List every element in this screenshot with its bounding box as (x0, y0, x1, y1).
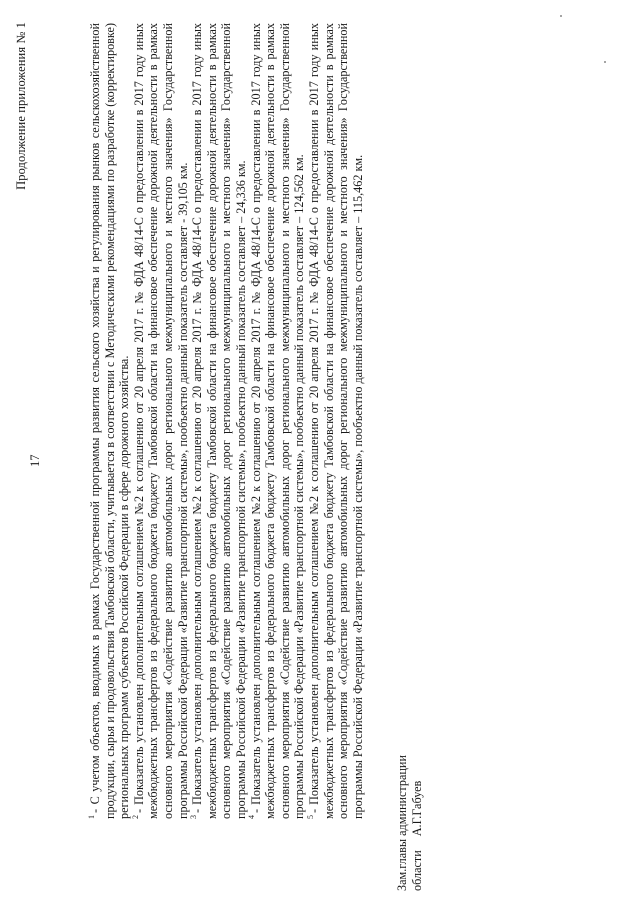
footnote-3 (190, 23, 248, 819)
footnote-2 (132, 23, 190, 819)
signatory-title: Зам.главы администрации (395, 755, 409, 891)
footnote-marker: 4 (247, 815, 257, 819)
page-number: 17 (28, 454, 42, 467)
footnote-text: - Показатель установлен дополнительным соглашением №2 к соглашению от 20 апреля 2017 г. № ФДА 48/14-С о предоставлении в 2017 году иных межбюджетных трансфертов из федерального бюджета бюджету Тамбовской области на финансовое обеспечение дорожной деятельности в рамках основного мероприятия «Содействие развитию автомобильных дорог регионального межмуниципального и местного значения» Государственной программы Российской Федерации «Развитие транспортной системы», пообъектно данный показатель составляет - 39,105 км. (131, 23, 190, 819)
footnote-text: - Показатель установлен дополнительным соглашением №2 к соглашению от 20 апреля 2017 г. № ФДА 48/14-С о предоставлении в 2017 году иных межбюджетных трансфертов из федерального бюджета бюджету Тамбовской области на финансовое обеспечение дорожной деятельности в рамках основного мероприятия «Содействие развитию автомобильных дорог регионального межмуниципального и местного значения» Государственной программы Российской Федерации «Развитие транспортной системы», пообъектно данный показатель составляет – 124,562 км. (248, 23, 307, 819)
footnote-text: - Показатель установлен дополнительным соглашением №2 к соглашению от 20 апреля 2017 г. № ФДА 48/14-С о предоставлении в 2017 году иных межбюджетных трансфертов из федерального бюджета бюджету Тамбовской области на финансовое обеспечение дорожной деятельности в рамках основного мероприятия «Содействие развитию автомобильных дорог регионального межмуниципального и местного значения» Государственной программы Российской Федерации «Развитие транспортной системы», пообъектно данный показатель составляет – 24,336 км. (190, 23, 248, 819)
footnote-text: - Показатель установлен дополнительным соглашением №2 к соглашению от 20 апреля 2017 г. № ФДА 48/14-С о предоставлении в 2017 году иных межбюджетных трансфертов из федерального бюджета бюджету Тамбовской области на финансовое обеспечение дорожной деятельности в рамках основного мероприятия «Содействие развитию автомобильных дорог регионального межмуниципального и местного значения» Государственной программы Российской Федерации «Развитие транспортной системы», пообъектно данный показатель составляет – 115,462 км. (306, 23, 365, 819)
footnote-marker: 2 (130, 815, 140, 819)
footnote-marker: 5 (305, 815, 315, 819)
footnote-4 (249, 23, 307, 819)
footnote-marker: 1 (86, 815, 96, 819)
footnote-marker: 3 (189, 815, 199, 819)
scan-speck (604, 61, 606, 63)
footnote-1 (88, 23, 132, 819)
signature-block (395, 755, 424, 891)
continuation-label: Продолжение приложения № 1 (14, 22, 28, 190)
footnote-text: - С учетом объектов, вводимых в рамках Государственной программы развития сельского хозяйства и регулирования рынков сельскохозяйственной продукции, сырья и продовольствия Тамбовской области, учитывается в соответствии с Методическими рекомендациями по разработке (корректировке) региональных программ субъектов Российской Федерации в сфере дорожного хозяйства. (88, 23, 132, 819)
scan-speck (560, 15, 562, 17)
signatory-line (410, 755, 425, 891)
signatory-region: области (409, 850, 424, 891)
footnotes (88, 23, 365, 819)
footnote-5 (307, 23, 365, 819)
signatory-name: А.Г.Габуев (409, 780, 424, 837)
